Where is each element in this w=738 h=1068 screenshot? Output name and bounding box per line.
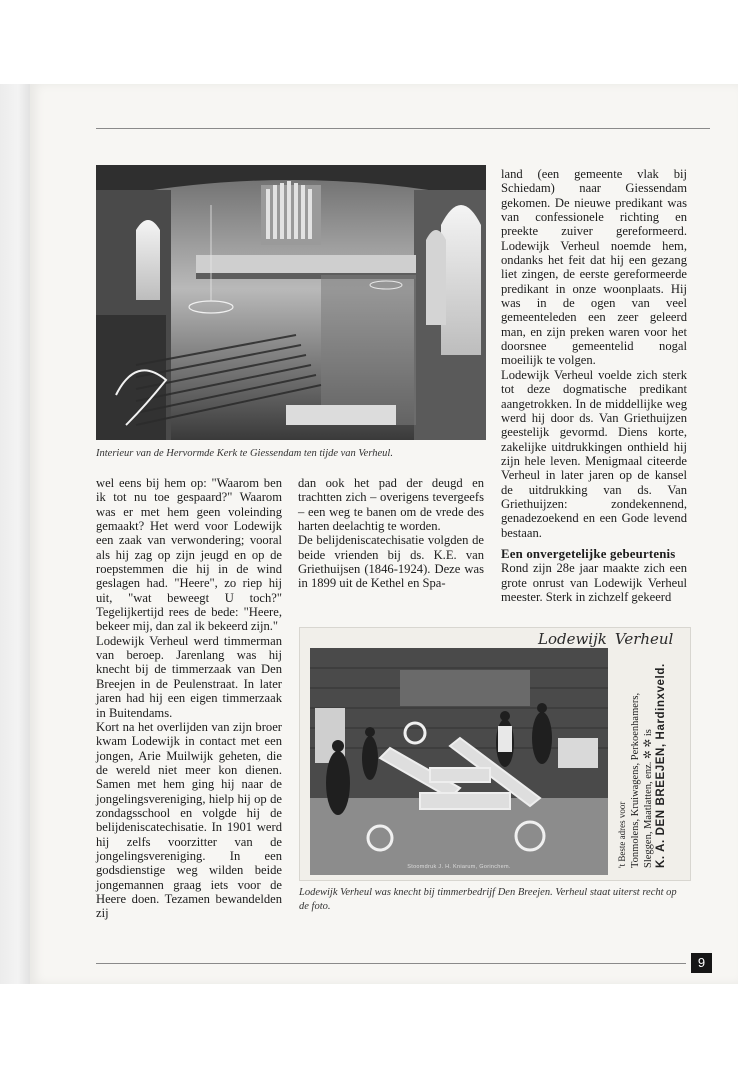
workshop-postcard xyxy=(299,627,691,881)
paragraph: land (een gemeente vlak bij Schiedam) naar Giessendam gekomen. De nieuwe predikant was van confessionele richting en preekte zuiver gereformeerd. Lodewijk Verheul noemde hem, ondanks het feit dat hij een gezang liet zingen, de eerste gereformeerde predikant in onze woonplaats. Hij was in de ogen van veel gemeenteleden een zeer geleerd man, en zijn preken waren voor het doorsnee gemeentelid nogal moeilijk te volgen. xyxy=(501,167,687,368)
paragraph: Lodewijk Verheul voelde zich sterk tot deze dogmatische predikant aangetrokken. In de middellijke weg werd hij door ds. Van Griethuijzen geestelijk gevormd. Diens korte, zakelijke uitdrukkingen onthield hij zijn hele leven. Menigmaal citeerde Verheul in later jaren op de kansel de uitdrukking van ds. Van Griethuijzen: zondekennend, genadezoekend en een Gode levend bestaan. xyxy=(501,367,687,540)
church-photo-caption: Interieur van de Hervormde Kerk te Giessendam ten tijde van Verheul. xyxy=(96,448,393,459)
page-number: 9 xyxy=(691,953,712,973)
workshop-photo xyxy=(310,648,608,875)
business-stamp: 't Beste adres voor Tonmolens, Kruiwagens, Perkoenhamers, Sleggen, Maatlatten, enz. ✲ ✲ is K. A. DEN BREEJEN, Hardinxveld. xyxy=(617,663,667,868)
section-heading: Een onvergetelijke gebeurtenis xyxy=(501,547,676,561)
previous-page-edge xyxy=(0,84,30,984)
text-column-middle xyxy=(298,476,484,591)
workshop-photo-caption: Lodewijk Verheul was knecht bij timmerbedrijf Den Breejen. Verheul staat uiterst recht op de foto. xyxy=(299,887,677,912)
top-rule xyxy=(96,128,710,129)
bottom-rule xyxy=(96,963,686,964)
text-column-left xyxy=(96,476,282,921)
paragraph: De belijdeniscatechisatie volgden de beide vrienden bij ds. K.E. van Griethuijsen (1846-1924). Deze was in 1899 uit de Kethel en Spa- xyxy=(298,533,484,591)
paragraph: dan ook het pad der deugd en trachtten zich – overigens tevergeefs – een weg te banen om de vrede des harten deelachtig te worden. xyxy=(298,476,484,534)
paragraph: Kort na het overlijden van zijn broer kwam Lodewijk in contact met een jongen, Arie Muilwijk geheten, die de wereld niet meer kon dienen. Samen met hem ging hij naar de jongelingsvereniging, hielp hij op de zondagsschool en volgde hij de belijdeniscatechisatie. In 1901 werd hij zelfs voorzitter van de jongelingsvereniging. In een godsdienstige weg wilden beide jongemannen graag iets voor de Heere doen. Tezamen bewandelden zij xyxy=(96,719,282,921)
handwritten-signature: Lodewijk Verheul xyxy=(538,630,674,648)
text-column-right xyxy=(501,167,687,540)
paragraph: wel eens bij hem op: "Waarom ben ik tot nu toe gespaard?" Waarom was er met hem geen voleinding gemaakt? Het werd voor Lodewijk een zaak van verwondering; vooral als hij zag op zijn jeugd en op de roepstemmen die hij in de wind geslagen had. "Heere", zo riep hij uit, "wat beweegt U toch?" Tegelijkertijd rees de bede: "Heere, bekeer mij, dan zal ik bekeerd zijn." xyxy=(96,476,282,634)
paragraph: Lodewijk Verheul werd timmerman van beroep. Jarenlang was hij knecht bij de timmerzaak van Den Breejen in de Peulenstraat. In later jaren had hij een eigen timmerzaak in Buitendams. xyxy=(96,633,282,720)
paragraph: Rond zijn 28e jaar maakte zich een grote onrust van Lodewijk Verheul meester. Sterk in zichzelf gekeerd xyxy=(501,561,687,605)
printer-imprint: Stoomdruk J. H. Kniarum, Gorinchem. xyxy=(407,864,511,870)
church-interior-photo xyxy=(96,165,486,440)
section-unforgettable-event xyxy=(501,547,687,604)
